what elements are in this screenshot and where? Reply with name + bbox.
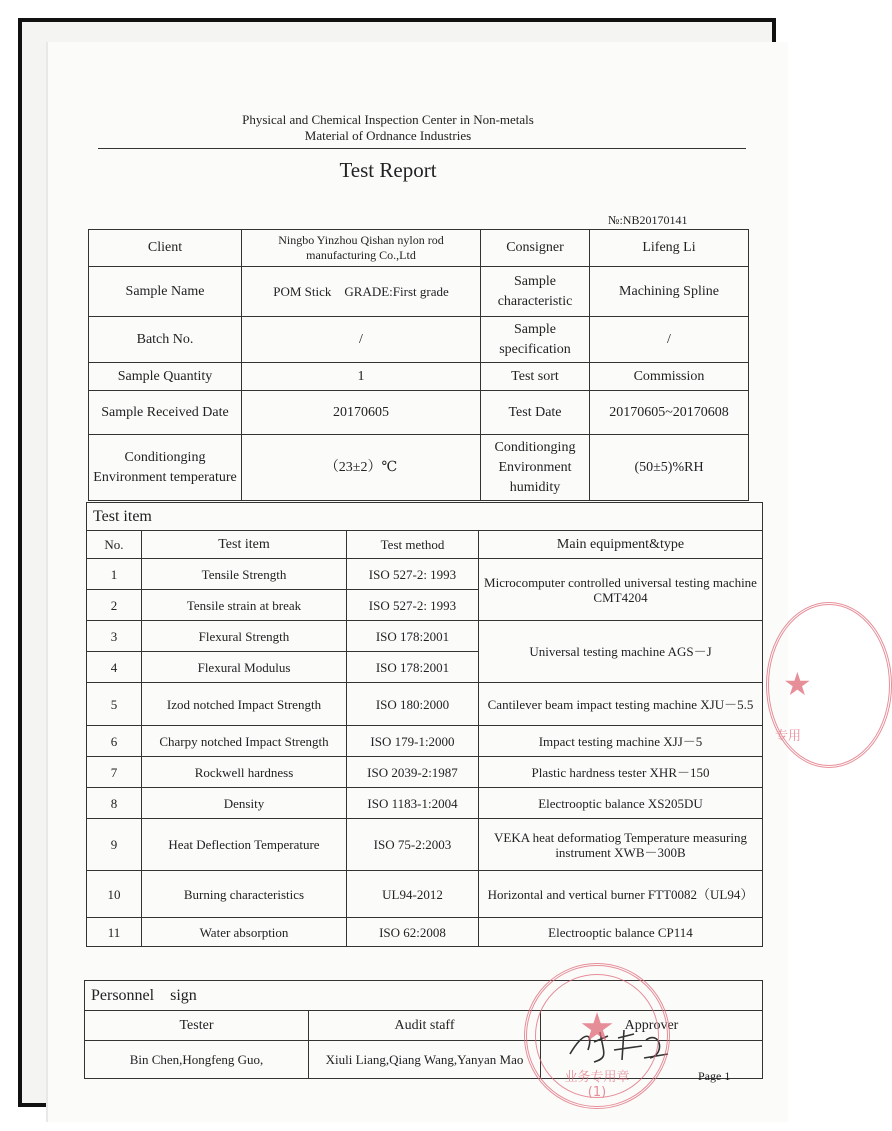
row-method: ISO 179-1:2000 [347,726,479,757]
test-date-value: 20170605~20170608 [590,391,749,435]
column-header-method: Test method [347,531,479,559]
sample-characteristic-value: Machining Spline [590,267,749,317]
row-method: ISO 178:2001 [347,652,479,683]
table-row [87,683,763,726]
row-equipment: Horizontal and vertical burner FTT0082（UL94） [479,871,763,918]
client-label: Client [89,230,242,267]
row-method: ISO 178:2001 [347,621,479,652]
row-equipment: Electrooptic balance XS205DU [479,788,763,819]
sample-specification-label: Sample specification [481,317,590,363]
quantity-value: 1 [242,363,481,391]
table-row [87,757,763,788]
test-items-table [86,502,763,947]
row-item: Rockwell hardness [142,757,347,788]
test-date-label: Test Date [481,391,590,435]
tester-names: Bin Chen,Hongfeng Guo, [85,1041,309,1079]
batch-value: / [242,317,481,363]
row-no: 6 [87,726,142,757]
star-icon: ★ [579,1005,615,1050]
row-method: ISO 75-2:2003 [347,819,479,871]
table-row [87,559,763,590]
row-item: Heat Deflection Temperature [142,819,347,871]
received-date-value: 20170605 [242,391,481,435]
row-no: 11 [87,918,142,947]
row-no: 8 [87,788,142,819]
row-item: Burning characteristics [142,871,347,918]
row-equipment: Microcomputer controlled universal testing machine CMT4204 [479,559,763,621]
tester-label: Tester [85,1011,309,1041]
conditioning-humidity-value: (50±5)%RH [590,435,749,501]
row-no: 2 [87,590,142,621]
row-item: Izod notched Impact Strength [142,683,347,726]
row-item: Flexural Strength [142,621,347,652]
row-method: ISO 62:2008 [347,918,479,947]
seal-text: 业务专用章 (1) [564,1070,630,1100]
sample-name-value: POM Stick GRADE:First grade [242,267,481,317]
page-title: Test Report [339,158,437,182]
audit-staff-names: Xiuli Liang,Qiang Wang,Yanyan Mao [309,1041,541,1079]
table-row [87,819,763,871]
row-item: Water absorption [142,918,347,947]
row-item: Tensile strain at break [142,590,347,621]
row-item: Charpy notched Impact Strength [142,726,347,757]
official-seal [524,963,670,1109]
sample-name-label: Sample Name [89,267,242,317]
row-method: UL94-2012 [347,871,479,918]
row-item: Flexural Modulus [142,652,347,683]
test-sort-label: Test sort [481,363,590,391]
star-icon: ★ [783,666,812,702]
table-row [87,918,763,947]
row-no: 7 [87,757,142,788]
conditioning-temperature-label: Conditionging Environment temperature [89,435,242,501]
approver-label: Approver [541,1011,763,1041]
batch-label: Batch No. [89,317,242,363]
report-number: №:NB20170141 [608,213,688,227]
document-page [48,42,812,1122]
header-rule [98,148,746,149]
organization-header [48,112,728,144]
table-row [87,788,763,819]
test-sort-value: Commission [590,363,749,391]
column-header-equipment: Main equipment&type [479,531,763,559]
row-equipment: Impact testing machine XJJ－5 [479,726,763,757]
row-no: 10 [87,871,142,918]
row-method: ISO 527-2: 1993 [347,559,479,590]
test-item-section-title: Test item [87,503,763,531]
row-equipment: Universal testing machine AGS－J [479,621,763,683]
table-row [87,871,763,918]
row-item: Density [142,788,347,819]
row-method: ISO 180:2000 [347,683,479,726]
received-date-label: Sample Received Date [89,391,242,435]
side-seal-text: 专用 [775,729,802,744]
org-line-2: Material of Ordnance Industries [304,128,472,143]
client-value: Ningbo Yinzhou Qishan nylon rod manufacturing Co.,Ltd [242,230,481,267]
row-no: 4 [87,652,142,683]
consigner-label: Consigner [481,230,590,267]
side-seal-partial [766,602,892,768]
row-no: 1 [87,559,142,590]
column-header-no: No. [87,531,142,559]
row-method: ISO 1183-1:2004 [347,788,479,819]
table-row [87,726,763,757]
conditioning-temperature-value: （23±2）℃ [242,435,481,501]
table-row [87,621,763,652]
row-method: ISO 2039-2:1987 [347,757,479,788]
row-item: Tensile Strength [142,559,347,590]
row-method: ISO 527-2: 1993 [347,590,479,621]
row-no: 5 [87,683,142,726]
org-line-1: Physical and Chemical Inspection Center in Non-metals [242,112,534,127]
row-equipment: VEKA heat deformatiog Temperature measuring instrument XWB－300B [479,819,763,871]
row-equipment: Plastic hardness tester XHR－150 [479,757,763,788]
sample-specification-value: / [590,317,749,363]
row-equipment: Cantilever beam impact testing machine XJU－5.5 [479,683,763,726]
row-equipment: Electrooptic balance CP114 [479,918,763,947]
quantity-label: Sample Quantity [89,363,242,391]
conditioning-humidity-label: Conditionging Environment humidity [481,435,590,501]
audit-staff-label: Audit staff [309,1011,541,1041]
row-no: 9 [87,819,142,871]
column-header-item: Test item [142,531,347,559]
personnel-section-title: Personnel sign [85,981,763,1011]
consigner-value: Lifeng Li [590,230,749,267]
row-no: 3 [87,621,142,652]
sample-characteristic-label: Sample characteristic [481,267,590,317]
photo-frame [18,18,812,1107]
sample-info-table [88,229,749,501]
page-number: Page 1 [698,1069,731,1083]
